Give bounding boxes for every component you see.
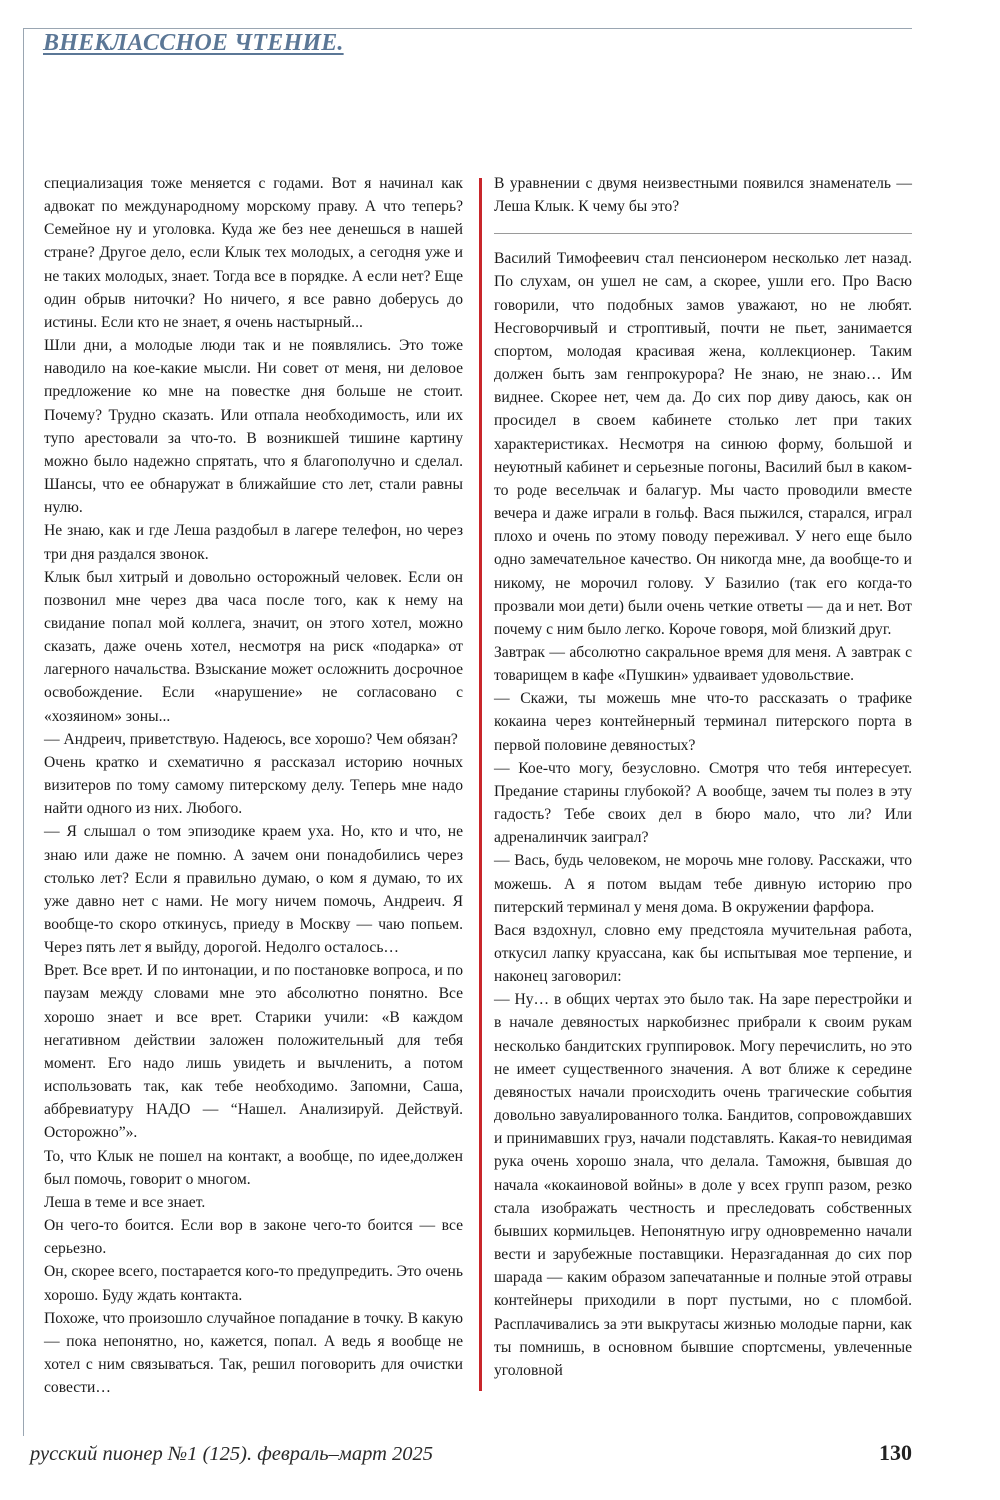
frame-top-line (23, 28, 912, 29)
footer-magazine-title: русский пионер №1 (125). февраль–март 2025 (30, 1443, 434, 1465)
left-paragraph-4: Клык был хитрый и довольно осторожный человек. Если он позвонил мне через два часа после того, как к нему на свидание попал мой коллега, значит, он этого хотел, можно сказать, даже очень хотел, несмотря на риск «подарка» от лагерного начальства. Взыскание может осложнить досрочное освобождение. Если «нарушение» не согласовано с «хозяином» зоны... (44, 568, 463, 725)
right-paragraph-6: Вася вздохнул, словно ему предстояла мучительная работа, откусил лапку круассана, как бы испытывая мое терпение, и наконец заговорил: (494, 921, 912, 986)
section-separator (494, 233, 912, 234)
left-paragraph-12: Он, скорее всего, постарается кого-то предупредить. Это очень хорошо. Буду ждать контакта. (44, 1263, 463, 1304)
left-paragraph-7: — Я слышал о том эпизодике краем уха. Но, кто и что, не знаю или даже не помню. А зачем они понадобились через столько лет? Если я правильно думаю, о ком я думаю, то их уже давно нет с нами. Не могу ничем помочь, Андреич. Я вообще-то скоро откинусь, приеду в Москву — чаю попьем. Через пять лет я выйду, дорогой. Недолго осталось… (44, 823, 463, 957)
column-divider-rule (479, 178, 482, 1391)
page-number: 130 (879, 1440, 912, 1465)
right-column (494, 172, 912, 1382)
left-paragraph-2: Шли дни, а молодые люди так и не появлялись. Это тоже наводило на кое-какие мысли. Ни совет от меня, ни деловое предложение ко мне на повестке дня больше не стоит. Почему? Трудно сказать. Или отпала необходимость, или их тупо арестовали за что-то. В возникшей тишине картину можно было надежно спрятать, что я благополучно и сделал. Шансы, что ее обнаружат в ближайшие сто лет, стали равны нулю. (44, 337, 463, 517)
right-paragraph-5: — Вась, будь человеком, не морочь мне голову. Расскажи, что можешь. А я потом выдам тебе дивную историю про питерский терминал у меня дома. В окружении фарфора. (494, 852, 912, 916)
left-paragraph-5: — Андреич, приветствую. Надеюсь, все хорошо? Чем обязан? (44, 730, 458, 748)
left-paragraph-8: Врет. Все врет. И по интонации, и по постановке вопроса, и по паузам между словами мне это абсолютно понятно. Все хорошо знает и все врет. Старики учили: «В каждом негативном действии заложен положительный для тебя момент. Его надо лишь увидеть и вычленить, а потом использовать так, как тебе необходимо. Запомни, Саша, аббревиатуру НАДО — “Нашел. Анализируй. Действуй. Осторожно”». (44, 962, 463, 1142)
left-paragraph-1: специализация тоже меняется с годами. Вот я начинал как адвокат по международному морскому праву. А что теперь? Семейное ну и уголовка. Куда же без нее денешься в нашей стране? Другое дело, если Клык тех молодых, а сегодня уже и не таких молодых, знает. Тогда все в порядке. А если нет? Еще один обрыв ниточки? Но ничего, я все равно доберусь до истины. Если кто не знает, я очень настырный... (44, 175, 463, 331)
left-paragraph-9: То, что Клык не пошел на контакт, а вообще, по идее,должен был помочь, говорит о многом. (44, 1147, 463, 1188)
frame-left-line (23, 28, 24, 1436)
left-paragraph-3: Не знаю, как и где Леша раздобыл в лагере телефон, но через три дня раздался звонок. (44, 522, 463, 563)
left-paragraph-11: Он чего-то боится. Если вор в законе чего-то боится — все серьезно. (44, 1217, 463, 1258)
right-paragraph-1: Василий Тимофеевич стал пенсионером несколько лет назад. По слухам, он ушел не сам, а скорее, ушли его. Про Васю говорили, что подобных замов уважают, но не любят. Несговорчивый и строптивый, почти не пьет, занимается спортом, молодая красивая жена, коллекционер. Таким должен быть зам генпрокурора? Не знаю, не знаю… Им виднее. Скорее нет, чем да. До сих пор диву даюсь, как он просидел в своем кабинете столько лет при таких характеристиках. Несмотря на синюю форму, большой и неуютный кабинет и серьезные погоны, Василий был в каком-то роде весельчак и балагур. Мы часто проводили вместе вечера и даже играли в гольф. Вася пыжился, старался, играл плохо и очень по этому поводу переживал. У него еще было одно замечательное качество. Он никогда мне, да вообще-то и никому, не морочил голову. У Базилио (так его когда-то прозвали мои дети) были очень четкие ответы — да и нет. Вот почему с ним было легко. Короче говоря, мой близкий друг. (494, 250, 912, 638)
right-paragraph-7: — Ну… в общих чертах это было так. На заре перестройки и в начале девяностых наркобизнес прибрали к своим рукам несколько бандитских группировок. Могу перечислить, но это не имеет существенного значения. А вот ближе к середине девяностых начали происходить очень трагические события довольно завуалированного толка. Бандитов, сопровождавших и принимавших груз, начали подставлять. Какая-то невидимая рука очень хорошо знала, что делала. Таможня, бывшая до начала «кокаиновой войны» в доле у всех групп разом, резко стала изображать честность и преследовать собственных бывших кормильцев. Непонятную игру одновременно начали вести и зарубежные поставщики. Неразгаданная до сих пор шарада — каким образом запечатанные и полные этой отравы контейнеры приходили в порт пустыми, но с пломбой. Расплачивались за эти выкрутасы жизнью молодые парни, как ты помнишь, в основном бывшие спортсмены, увлеченные уголовной (494, 991, 912, 1379)
left-paragraph-13: Похоже, что произошло случайное попадание в точку. В какую — пока непонятно, но, кажется, попал. А ведь я вообще не хотел с ним связываться. Так, решил поговорить для очистки совести… (44, 1309, 463, 1397)
right-paragraph-2: Завтрак — абсолютно сакральное время для меня. А завтрак с товарищем в кафе «Пушкин» удваивает удовольствие. (494, 643, 912, 685)
right-paragraph-3: — Скажи, ты можешь мне что-то рассказать о трафике кокаина через контейнерный терминал питерского порта в первой половине девяностых? (494, 690, 912, 754)
section-title: ВНЕКЛАССНОЕ ЧТЕНИЕ. (43, 30, 344, 56)
right-intro: В уравнении с двумя неизвестными появился знаменатель — Леша Клык. К чему бы это? (494, 175, 912, 216)
right-paragraph-4: — Кое-что могу, безусловно. Смотря что тебя интересует. Предание старины глубокой? А вообще, зачем ты полез в эту гадость? Тебе своих дел в бюро мало, что ли? Или адреналинчик заиграл? (494, 759, 912, 847)
left-paragraph-10: Леша в теме и все знает. (44, 1193, 206, 1211)
left-paragraph-6: Очень кратко и схематично я рассказал историю ночных визитеров по тому самому питерскому делу. Теперь мне надо найти одного из них. Любого. (44, 753, 463, 818)
left-column (44, 172, 463, 1399)
